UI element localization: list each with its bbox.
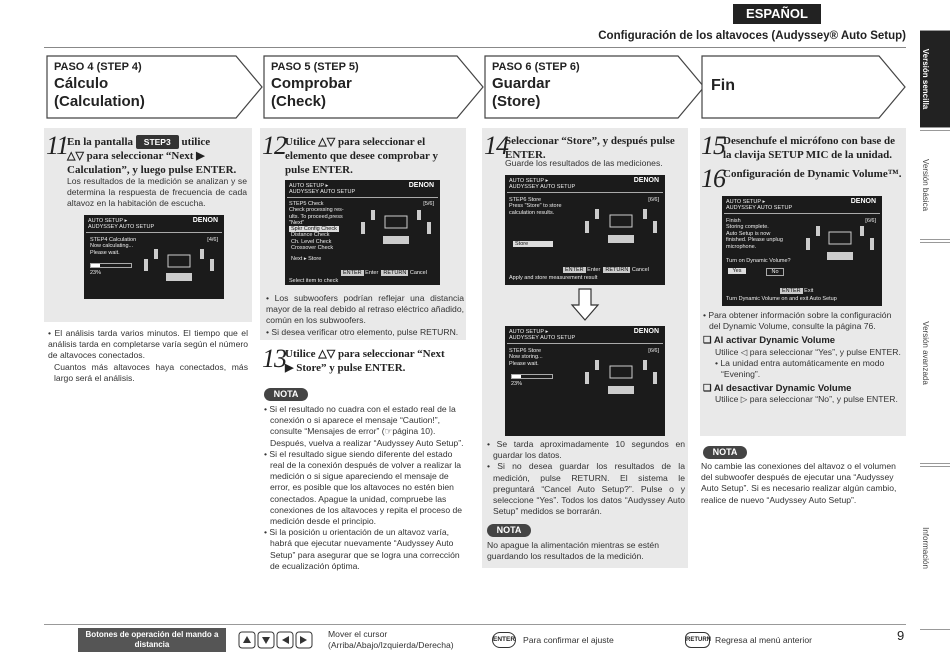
move-cursor-text: Mover el cursor (Arriba/Abajo/Izquierda/Derecha): [328, 629, 454, 650]
arrow-down-icon: [570, 288, 600, 322]
nota-badge: NOTA: [703, 446, 747, 459]
yes-button[interactable]: Yes: [728, 268, 746, 274]
nota-badge: NOTA: [264, 388, 308, 401]
store-button[interactable]: Store: [513, 241, 553, 247]
no-button[interactable]: No: [766, 268, 784, 276]
tab-informacion[interactable]: Información: [920, 466, 950, 630]
step11-body: Los resultados de la medición se analizan y se determina la respuesta de frecuencia de cada altavoz en la habitación de escucha.: [67, 176, 247, 209]
page-title: Configuración de los altavoces (Audyssey® Auto Setup): [598, 30, 906, 42]
header-divider: [44, 47, 906, 48]
step15-heading: Desenchufe el micrófono con base de la clavija SETUP MIC de la unidad.: [723, 135, 896, 161]
step12-heading: Utilice △▽ para seleccionar el elemento que desee comprobar y pulse ENTER.: [285, 136, 438, 176]
enter-button-icon: ENTER: [492, 632, 516, 648]
step-header-fin: Fin: [701, 55, 907, 119]
check-screen: AUTO SETUP ▸ AUDYSSEY AUTO SETUP DENON STEP5 Check Check processing res- ults. To proceed,press "Next" [5/6] Spkr Config Check Distance Check Ch. Level Check Crossover Check Next ▸ Store ENTER Enter RETURN Cancel Select item to check: [285, 180, 440, 285]
step11-notes: • El análisis tarda varios minutos. El tiempo que el análisis tarda en completarse varía según el número de altavoces conectados. Cuantos más altavoces haya conectados, más largo será el análisis.: [48, 328, 248, 383]
menu-item-distance[interactable]: Distance Check: [291, 232, 330, 239]
step14-note: No apague la alimentación mientras se estén guardando los resultados de la medición.: [487, 540, 659, 562]
footer-divider: [44, 624, 906, 625]
nota-badge: NOTA: [487, 524, 531, 537]
activate-dv-title: ❑ Al activar Dynamic Volume: [703, 335, 836, 347]
step13-notes: • Si el resultado no cuadra con el estado real de la conexión o si aparece el mensaje “Caution!”, consulte “Mensajes de error” (☞página 10). Después, vuelva a realizar “Audyssey Auto Setup”. • Si el resultado sigue siendo diferente del estado real de la conexión después de volver a realizar la medición o si sigue apareciendo el mensaje de error, es posible que los altavoces no estén bien conectados. Apague la unidad, compruebe las conexiones de los altavoces y repita el proceso de medición desde el principio. • Si la posición u orientación de un altavoz varía, habrá que ejecutar nuevamente “Audyssey Auto Setup” para asegurar que se logra una corrección de ecualización óptima.: [264, 404, 464, 571]
step-number-16: 16: [701, 164, 725, 193]
step-number-11: 11: [46, 131, 69, 160]
return-text: Regresa al menú anterior: [715, 635, 812, 645]
step3-badge: STEP3: [136, 135, 179, 149]
step16-heading: Configuración de Dynamic Volume™.: [723, 168, 902, 180]
tab-version-basica[interactable]: Versión básica: [920, 130, 950, 240]
store-screen: AUTO SETUP ▸ AUDYSSEY AUTO SETUP DENON STEP6 Store Press "Store" to store calculation results. [6/6] Store ENTER Enter RETURN Cancel Apply and store measurement result: [505, 175, 665, 285]
remote-buttons-label: Botones de operación del mando a distancia: [78, 628, 226, 652]
step11-heading: En la pantalla STEP3 utilice △▽ para seleccionar “Next ▶ Calculation”, y luego pulse ENTER.: [67, 136, 237, 176]
speaker-layout-graphic: [581, 205, 661, 249]
menu-item-spkr-config[interactable]: Spkr Config Check: [291, 226, 337, 232]
speaker-layout-graphic: [140, 245, 218, 287]
enter-text: Para confirmar el ajuste: [523, 635, 614, 645]
finish-screen: AUTO SETUP ▸ AUDYSSEY AUTO SETUP DENON Finish Storing complete. Auto Setup is now finished. Please unplug microphone. [6/6] Turn on Dynamic Volume? Yes No ENTER Exit Turn Dynamic Volume on and exit Auto Setup: [722, 196, 882, 306]
step-header-calculation: PASO 4 (STEP 4) Cálculo (Calculation): [46, 55, 264, 119]
step14-heading: Seleccionar “Store”, y después pulse ENTER.: [505, 135, 675, 161]
page-number: 9: [897, 628, 905, 643]
step-number-13: 13: [262, 344, 286, 373]
language-badge: ESPAÑOL: [733, 4, 821, 24]
speaker-layout-graphic: [357, 206, 435, 250]
step-number-14: 14: [484, 131, 508, 160]
progress-bar: [511, 374, 553, 379]
deactivate-dv-title: ❑ Al desactivar Dynamic Volume: [703, 383, 852, 395]
step16-note: No cambie las conexiones del altavoz o el volumen del subwoofer después de ejecutar una “Audyssey Auto Setup”. Si es necesario realizar algún cambio, realice de nuevo “Audyssey Auto Setup”.: [701, 461, 897, 505]
tab-version-sencilla[interactable]: Versión sencilla: [920, 30, 950, 128]
step-header-store: PASO 6 (STEP 6) Guardar (Store): [484, 55, 706, 119]
speaker-layout-graphic: [581, 356, 661, 400]
step-header-check: PASO 5 (STEP 5) Comprobar (Check): [263, 55, 485, 119]
menu-item-next-store[interactable]: Next ▸ Store: [291, 255, 322, 262]
menu-item-crossover[interactable]: Crossover Check: [291, 245, 334, 252]
menu-item-level[interactable]: Ch. Level Check: [291, 238, 332, 245]
step14-sub: Guarde los resultados de las mediciones.: [505, 158, 663, 168]
step13-heading: Utilice △▽ para seleccionar “Next ▶ Store” y pulse ENTER.: [285, 348, 445, 374]
step-number-12: 12: [262, 131, 286, 160]
speaker-layout-graphic: [802, 222, 878, 266]
cursor-buttons-icon: [238, 631, 318, 654]
step16-notes: • Para obtener información sobre la configuración del Dynamic Volume, consulte la página 76. ❑ Al activar Dynamic Volume Utilice ◁ para seleccionar “Yes”, y pulse ENTER. • La unidad entra automáticamente en modo “Evening”. ❑ Al desactivar Dynamic Volume Utilice ▷ para seleccionar “No”, y pulse ENTER.: [703, 310, 903, 406]
calculation-screen: AUTO SETUP ▸ AUDYSSEY AUTO SETUP DENON STEP4 Calculation Now calculating... Please wait. [4/6] 23%: [84, 215, 224, 299]
step12-notes: • Los subwoofers podrían reflejar una distancia mayor de la real debido al retraso eléctrico añadido, común en los subwoofers. • Si desea verificar otro elemento, pulse RETURN.: [266, 293, 464, 337]
progress-bar: [90, 263, 132, 268]
step-number-15: 15: [701, 131, 725, 160]
return-button-icon: RETURN: [685, 632, 710, 648]
storing-screen: AUTO SETUP ▸ AUDYSSEY AUTO SETUP DENON STEP6 Store Now storing... Please wait. [6/6] 23%: [505, 326, 665, 436]
tab-version-avanzada[interactable]: Versión avanzada: [920, 242, 950, 464]
step14-notes: • Se tarda aproximadamente 10 segundos en guardar los datos. • Si no desea guardar los resultados de la medición, pulse RETURN. El sistema le preguntará “Cancel Auto Setup?”. Pulse o y seleccione “Yes”. Todos los datos “Audyssey Auto Setup” medidos se borrarán.: [487, 439, 685, 517]
